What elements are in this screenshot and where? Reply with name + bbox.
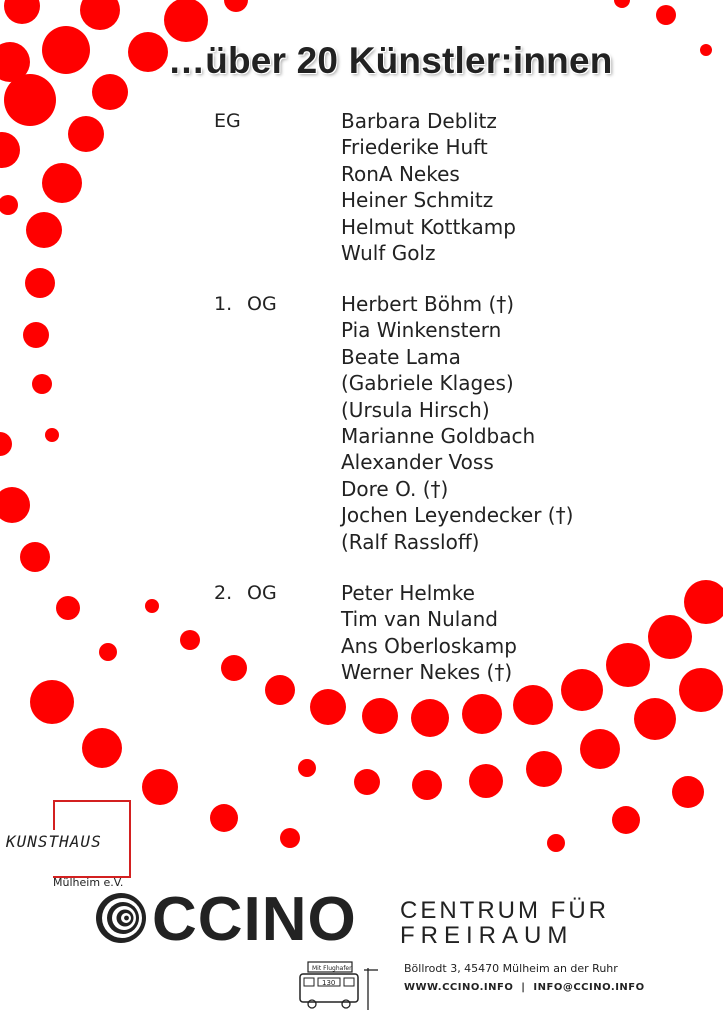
artist-name: Helmut Kottkamp [341,214,516,239]
red-dot [142,769,178,805]
artist-name: Alexander Voss [341,450,494,475]
red-dot [612,806,640,834]
ccino-spiral-icon [95,892,147,944]
red-dot [0,132,20,168]
red-dot [23,322,49,348]
red-dot [82,728,122,768]
artist-name: (Ralf Rassloff) [341,529,480,554]
red-dot [648,615,692,659]
artist-name: Heiner Schmitz [341,188,494,213]
red-dot [411,699,449,737]
red-dot [80,0,120,30]
artist-name: Tim van Nuland [341,607,498,632]
floor-label-2og [214,582,277,604]
red-dot [526,751,562,787]
red-dot [354,769,380,795]
address-text: Böllrodt 3, 45470 Mülheim an der Ruhr [404,962,618,975]
kunsthaus-frame-edge [53,800,55,830]
red-dot [26,212,62,248]
red-dot [145,599,159,613]
red-dot [513,685,553,725]
red-dot [4,74,56,126]
red-dot [469,764,503,798]
red-dot [180,630,200,650]
page-title: …über 20 Künstler:innen [168,40,613,81]
red-dot [412,770,442,800]
artist-name: Wulf Golz [341,241,436,266]
red-dot [298,759,316,777]
ccino-wordmark: CCINO [152,885,357,954]
red-dot [614,0,630,8]
red-dot [224,0,248,12]
red-dot [362,698,398,734]
artist-list-2og [341,580,517,686]
red-dot [0,487,30,523]
floor-label-eg [214,110,241,132]
tagline-line-1: CENTRUM FÜR [400,897,609,924]
artist-name: Werner Nekes (†) [341,660,513,685]
artist-name: Herbert Böhm (†) [341,292,515,316]
red-dot [700,44,712,56]
bus-drawing-icon [298,960,382,1014]
red-dot [20,542,50,572]
red-dot [42,163,82,203]
floor-number: 1. [214,293,233,315]
red-dot [580,729,620,769]
website-email-text: WWW.CCINO.INFO | INFO@CCINO.INFO [404,982,645,993]
artist-name: Jochen Leyendecker (†) [341,503,574,528]
red-dot [561,669,603,711]
red-dot [280,828,300,848]
artist-list-1og [341,291,573,555]
artist-name: RonA Nekes [341,161,460,186]
red-dot [4,0,40,24]
artist-name: Marianne Goldbach [341,424,536,449]
red-dot [462,694,502,734]
red-dot [684,580,723,624]
red-dot [68,116,104,152]
red-dot [210,804,238,832]
red-dot [99,643,117,661]
red-dot [164,0,208,42]
red-dot [679,668,723,712]
floor-label-1og [214,293,277,315]
red-dot [45,428,59,442]
tagline-line-2: FREIRAUM [400,922,574,949]
artist-list-eg [341,108,516,266]
artist-name: Barbara Deblitz [341,109,497,133]
red-dot [634,698,676,740]
red-dot [32,374,52,394]
bus-number-text: 130 [322,979,336,987]
red-dot [221,655,247,681]
red-dot [92,74,128,110]
kunsthaus-name: KUNSTHAUS [6,832,102,851]
artist-name: (Gabriele Klages) [341,371,514,396]
red-dot [547,834,565,852]
red-dot [310,689,346,725]
artist-name: Beate Lama [341,344,461,369]
red-dot [0,432,12,456]
artist-name: Peter Helmke [341,581,475,605]
red-dot [265,675,295,705]
floor-name: EG [214,110,241,132]
artist-name: (Ursula Hirsch) [341,397,490,422]
red-dot [56,596,80,620]
ccino-tagline [400,898,609,948]
red-dot [25,268,55,298]
floor-name: OG [247,293,277,315]
red-dot [656,5,676,25]
bus-sign-text: Mit Flughafen [312,965,353,972]
floor-number: 2. [214,582,233,604]
red-dot [30,680,74,724]
artist-name: Ans Oberloskamp [341,633,517,658]
artist-name: Pia Winkenstern [341,318,502,343]
red-dot [672,776,704,808]
artist-name: Dore O. (†) [341,476,449,501]
floor-name: OG [247,582,277,604]
red-dot [0,195,18,215]
red-dot [42,26,90,74]
kunsthaus-subtitle: Mülheim e.V. [53,876,124,889]
artist-name: Friederike Huft [341,135,488,160]
red-dot [606,643,650,687]
red-dot [128,32,168,72]
